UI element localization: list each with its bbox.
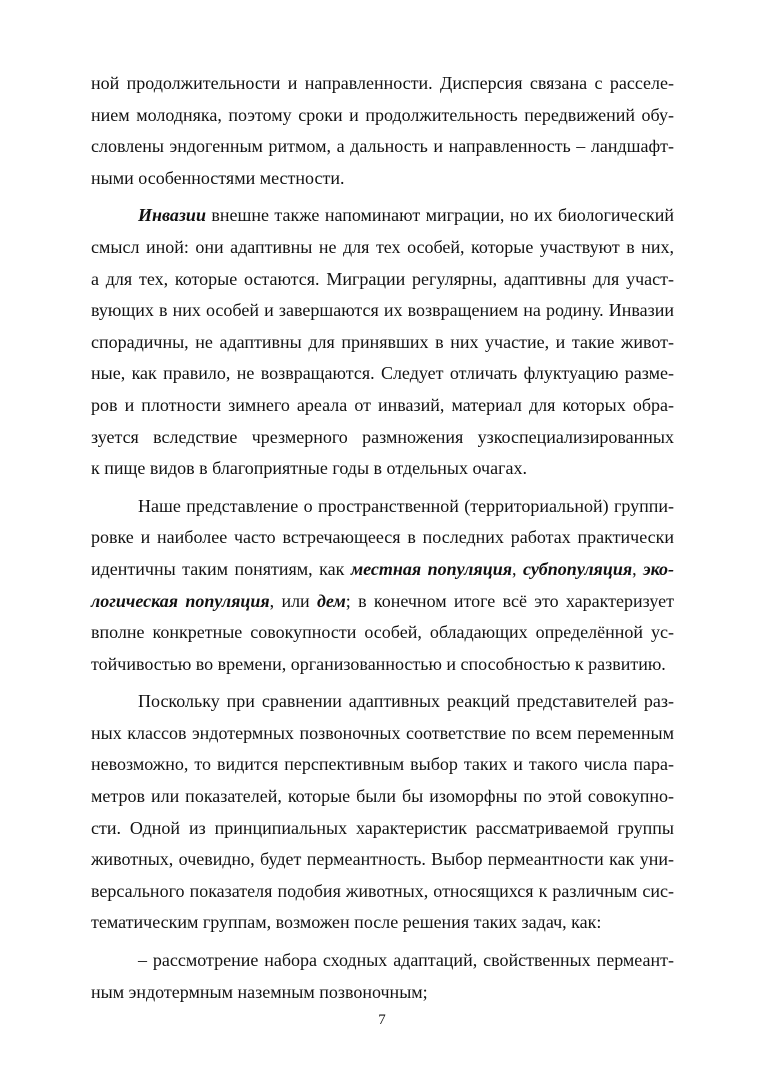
text-line: [91, 264, 674, 296]
text-line: [91, 390, 674, 422]
text-segment: Наше представление о пространственной (территориальной) группи-: [138, 495, 674, 516]
text-segment: , или: [269, 590, 317, 611]
text-segment: ные, как правило, не возвращаются. Следует отличать флуктуацию разме-: [91, 363, 674, 384]
text-segment: зуется вследствие чрезмерного размножения узкоспециализированных: [91, 426, 674, 447]
text-segment: вполне конкретные совокупности особей, обладающих определённой ус-: [91, 622, 674, 643]
text-segment: ным эндотермным наземным позвоночным;: [91, 981, 428, 1002]
paragraph: [91, 200, 674, 484]
text-line: [91, 200, 674, 232]
text-segment: смысл иной: они адаптивны не для тех особей, которые участвуют в них,: [91, 236, 674, 257]
text-line: [91, 327, 674, 359]
text-segment: версального показателя подобия животных, относящихся к различным сис-: [91, 880, 674, 901]
text-segment: невозможно, то видится перспективным выбор таких и такого числа пара-: [91, 754, 674, 775]
text-segment: ной продолжительности и направленности. Дисперсия связана с расселе-: [91, 73, 674, 93]
text-segment: ными особенностями местности.: [91, 167, 345, 188]
text-line: [91, 649, 674, 681]
emphasized-term: дем: [316, 590, 346, 611]
text-segment: вующих в них особей и завершаются их возвращением на родину. Инвазии: [91, 300, 674, 321]
body-text: [91, 68, 674, 1008]
text-segment: нием молодняка, поэтому сроки и продолжительность передвижений обу-: [91, 104, 674, 125]
text-line: [91, 686, 674, 718]
text-segment: ,: [632, 558, 644, 579]
text-segment: ров и плотности зимнего ареала от инвазий, материал для которых обра-: [91, 394, 674, 415]
text-line: [91, 977, 674, 1009]
text-line: [91, 586, 674, 618]
text-line: [91, 554, 674, 586]
text-segment: ; в конечном итоге всё это характеризует: [345, 590, 674, 611]
text-segment: спорадичны, не адаптивны для принявших в них участие, и такие живот-: [91, 331, 674, 352]
text-line: [91, 358, 674, 390]
emphasized-term: Инвазии: [138, 205, 206, 226]
text-segment: а для тех, которые остаются. Миграции регулярны, адаптивны для участ-: [91, 268, 674, 289]
text-segment: ,: [511, 558, 523, 579]
text-line: [91, 749, 674, 781]
text-segment: животных, очевидно, будет пермеантность. Выбор пермеантности как уни-: [91, 849, 674, 870]
emphasized-term: местная популяция: [350, 558, 512, 579]
text-segment: словлены эндогенным ритмом, а дальность и направленность – ландшафт-: [91, 136, 674, 157]
paragraph: [91, 686, 674, 939]
emphasized-term: логическая популяция: [91, 590, 270, 611]
text-segment: – рассмотрение набора сходных адаптаций, свойственных пермеант-: [138, 950, 674, 971]
text-line: [91, 453, 674, 485]
page-number: 7: [378, 1012, 386, 1028]
text-segment: ных классов эндотермных позвоночных соответствие по всем переменным: [91, 722, 674, 743]
text-line: [91, 844, 674, 876]
text-segment: ровке и наиболее часто встречающееся в последних работах практически: [91, 527, 674, 548]
paragraph: [91, 68, 674, 194]
text-line: [91, 232, 674, 264]
text-line: [91, 945, 674, 977]
emphasized-term: субпопуляция: [522, 558, 633, 579]
text-segment: внешне также напоминают миграции, но их биологический: [205, 205, 674, 226]
text-line: [91, 68, 674, 100]
emphasized-term: эко-: [643, 558, 674, 579]
text-segment: Поскольку при сравнении адаптивных реакций представителей раз-: [138, 691, 674, 712]
text-segment: к пище видов в благоприятные годы в отдельных очагах.: [91, 458, 527, 479]
text-line: [91, 781, 674, 813]
text-segment: тойчивостью во времени, организованностью и способностью к развитию.: [91, 653, 666, 674]
text-line: [91, 295, 674, 327]
text-line: [91, 876, 674, 908]
text-line: [91, 163, 674, 195]
text-segment: тематическим группам, возможен после решения таких задач, как:: [91, 912, 602, 933]
text-segment: идентичны таким понятиям, как: [91, 558, 351, 579]
paragraph: [91, 491, 674, 681]
text-line: [91, 100, 674, 132]
text-segment: метров или показателей, которые были бы изоморфны по этой совокупно-: [91, 786, 674, 807]
paragraph: [91, 945, 674, 1008]
text-line: [91, 813, 674, 845]
text-line: [91, 907, 674, 939]
text-segment: сти. Одной из принципиальных характеристик рассматриваемой группы: [91, 817, 674, 838]
text-line: [91, 718, 674, 750]
text-line: [91, 491, 674, 523]
text-line: [91, 522, 674, 554]
text-line: [91, 422, 674, 454]
text-line: [91, 131, 674, 163]
text-line: [91, 617, 674, 649]
